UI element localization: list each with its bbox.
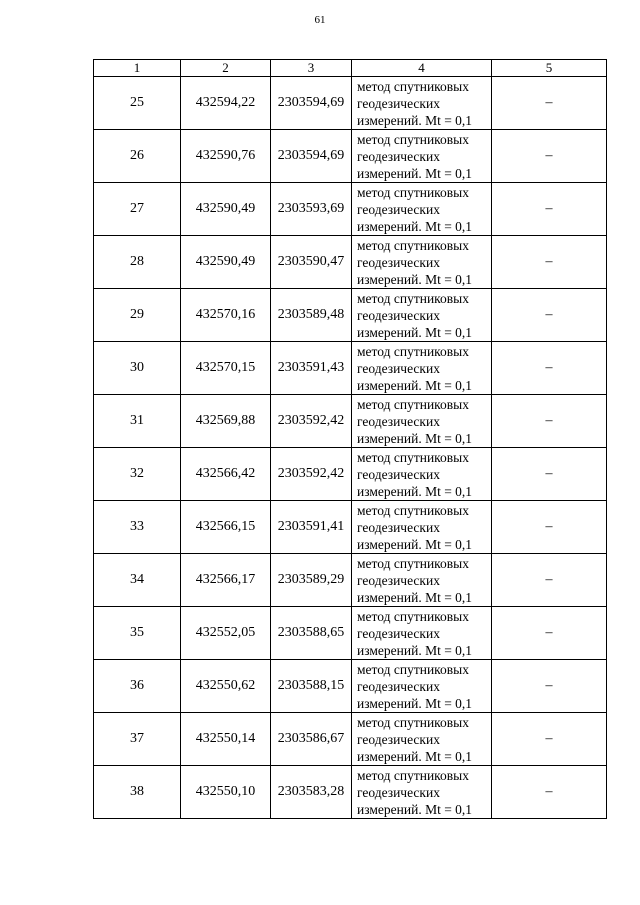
note-cell: – [492, 554, 607, 607]
method-text-line: геодезических [357, 678, 440, 694]
method-text-line: геодезических [357, 784, 440, 800]
note-cell: – [492, 289, 607, 342]
note-cell: – [492, 236, 607, 289]
point-number-cell: 32 [94, 448, 181, 501]
point-number-cell: 30 [94, 342, 181, 395]
y-coordinate-cell: 2303590,47 [271, 236, 352, 289]
method-text-line: измерений. Mt = 0,1 [357, 430, 473, 446]
method-text-line: метод спутниковых [357, 555, 469, 571]
point-number-cell: 31 [94, 395, 181, 448]
table-row [94, 448, 607, 501]
method-text-line: метод спутниковых [357, 237, 469, 253]
table-row [94, 766, 607, 819]
table-row [94, 501, 607, 554]
method-cell [352, 554, 492, 607]
y-coordinate-cell: 2303594,69 [271, 130, 352, 183]
point-number-cell: 35 [94, 607, 181, 660]
x-coordinate-cell: 432550,14 [181, 713, 271, 766]
point-number-cell: 34 [94, 554, 181, 607]
y-coordinate-cell: 2303586,67 [271, 713, 352, 766]
method-text-line: измерений. Mt = 0,1 [357, 536, 473, 552]
method-text-line: геодезических [357, 572, 440, 588]
note-cell: – [492, 395, 607, 448]
method-text-line: метод спутниковых [357, 184, 469, 200]
table-row [94, 713, 607, 766]
header-cell-2: 2 [181, 60, 271, 77]
point-number-cell: 38 [94, 766, 181, 819]
point-number-cell: 26 [94, 130, 181, 183]
method-text-line: геодезических [357, 519, 440, 535]
x-coordinate-cell: 432566,42 [181, 448, 271, 501]
method-text-line: метод спутниковых [357, 131, 469, 147]
method-cell [352, 130, 492, 183]
x-coordinate-cell: 432552,05 [181, 607, 271, 660]
header-cell-1: 1 [94, 60, 181, 77]
y-coordinate-cell: 2303583,28 [271, 766, 352, 819]
method-cell [352, 395, 492, 448]
method-cell [352, 607, 492, 660]
method-text-line: метод спутниковых [357, 661, 469, 677]
table-row [94, 554, 607, 607]
method-text-line: метод спутниковых [357, 714, 469, 730]
y-coordinate-cell: 2303593,69 [271, 183, 352, 236]
table-header [94, 60, 607, 77]
note-cell: – [492, 183, 607, 236]
note-cell: – [492, 130, 607, 183]
x-coordinate-cell: 432566,15 [181, 501, 271, 554]
table-row [94, 660, 607, 713]
header-cell-4: 4 [352, 60, 492, 77]
method-text-line: измерений. Mt = 0,1 [357, 218, 473, 234]
y-coordinate-cell: 2303591,41 [271, 501, 352, 554]
table-row [94, 342, 607, 395]
note-cell: – [492, 766, 607, 819]
method-text-line: геодезических [357, 201, 440, 217]
y-coordinate-cell: 2303588,15 [271, 660, 352, 713]
x-coordinate-cell: 432569,88 [181, 395, 271, 448]
method-text-line: измерений. Mt = 0,1 [357, 112, 473, 128]
note-cell: – [492, 607, 607, 660]
x-coordinate-cell: 432590,49 [181, 183, 271, 236]
method-text-line: метод спутниковых [357, 78, 469, 94]
table-row [94, 395, 607, 448]
y-coordinate-cell: 2303592,42 [271, 395, 352, 448]
x-coordinate-cell: 432550,10 [181, 766, 271, 819]
method-text-line: геодезических [357, 413, 440, 429]
point-number-cell: 36 [94, 660, 181, 713]
x-coordinate-cell: 432590,49 [181, 236, 271, 289]
method-text-line: геодезических [357, 625, 440, 641]
method-text-line: измерений. Mt = 0,1 [357, 165, 473, 181]
header-row [94, 60, 607, 77]
table-row [94, 77, 607, 130]
method-text-line: измерений. Mt = 0,1 [357, 748, 473, 764]
note-cell: – [492, 660, 607, 713]
coordinates-table [93, 59, 607, 819]
x-coordinate-cell: 432566,17 [181, 554, 271, 607]
method-text-line: измерений. Mt = 0,1 [357, 483, 473, 499]
y-coordinate-cell: 2303594,69 [271, 77, 352, 130]
y-coordinate-cell: 2303589,29 [271, 554, 352, 607]
note-cell: – [492, 342, 607, 395]
method-text-line: метод спутниковых [357, 343, 469, 359]
y-coordinate-cell: 2303589,48 [271, 289, 352, 342]
method-text-line: геодезических [357, 466, 440, 482]
method-text-line: геодезических [357, 731, 440, 747]
point-number-cell: 27 [94, 183, 181, 236]
note-cell: – [492, 77, 607, 130]
page-number: 61 [314, 14, 326, 26]
method-text-line: измерений. Mt = 0,1 [357, 642, 473, 658]
method-cell [352, 713, 492, 766]
method-cell [352, 501, 492, 554]
point-number-cell: 29 [94, 289, 181, 342]
method-text-line: измерений. Mt = 0,1 [357, 271, 473, 287]
y-coordinate-cell: 2303591,43 [271, 342, 352, 395]
table-row [94, 289, 607, 342]
method-text-line: измерений. Mt = 0,1 [357, 324, 473, 340]
point-number-cell: 28 [94, 236, 181, 289]
method-cell [352, 342, 492, 395]
method-text-line: метод спутниковых [357, 396, 469, 412]
x-coordinate-cell: 432590,76 [181, 130, 271, 183]
method-text-line: измерений. Mt = 0,1 [357, 377, 473, 393]
method-cell [352, 183, 492, 236]
method-text-line: измерений. Mt = 0,1 [357, 589, 473, 605]
y-coordinate-cell: 2303588,65 [271, 607, 352, 660]
note-cell: – [492, 501, 607, 554]
header-cell-3: 3 [271, 60, 352, 77]
method-text-line: метод спутниковых [357, 449, 469, 465]
table-body [94, 77, 607, 819]
method-text-line: метод спутниковых [357, 608, 469, 624]
x-coordinate-cell: 432570,15 [181, 342, 271, 395]
method-text-line: метод спутниковых [357, 767, 469, 783]
point-number-cell: 37 [94, 713, 181, 766]
method-text-line: геодезических [357, 148, 440, 164]
table-row [94, 130, 607, 183]
method-text-line: метод спутниковых [357, 502, 469, 518]
x-coordinate-cell: 432570,16 [181, 289, 271, 342]
method-text-line: геодезических [357, 360, 440, 376]
note-cell: – [492, 713, 607, 766]
point-number-cell: 33 [94, 501, 181, 554]
method-cell [352, 660, 492, 713]
method-cell [352, 448, 492, 501]
x-coordinate-cell: 432550,62 [181, 660, 271, 713]
method-cell [352, 766, 492, 819]
point-number-cell: 25 [94, 77, 181, 130]
table-row [94, 607, 607, 660]
method-cell [352, 236, 492, 289]
method-text-line: геодезических [357, 254, 440, 270]
table-row [94, 183, 607, 236]
method-text-line: метод спутниковых [357, 290, 469, 306]
x-coordinate-cell: 432594,22 [181, 77, 271, 130]
method-cell [352, 289, 492, 342]
y-coordinate-cell: 2303592,42 [271, 448, 352, 501]
method-text-line: измерений. Mt = 0,1 [357, 801, 473, 817]
method-text-line: геодезических [357, 307, 440, 323]
method-cell [352, 77, 492, 130]
method-text-line: измерений. Mt = 0,1 [357, 695, 473, 711]
header-cell-5: 5 [492, 60, 607, 77]
table-row [94, 236, 607, 289]
method-text-line: геодезических [357, 95, 440, 111]
note-cell: – [492, 448, 607, 501]
